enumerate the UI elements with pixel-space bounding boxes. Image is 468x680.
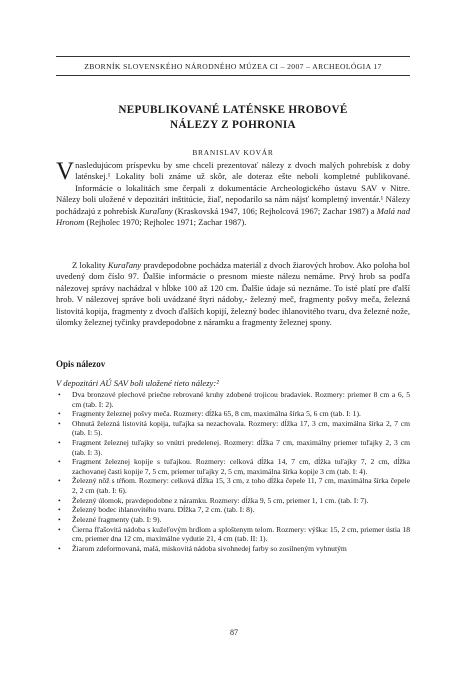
list-item: • Železný úlomok, pravdepodobne z náramku. Rozmery: dĺžka 9, 5 cm, priemer 1, 1 cm. (tab. I: 7). <box>56 496 410 506</box>
intro-paragraph <box>56 160 410 228</box>
list-item: • Železný nôž s tŕňom. Rozmery: celková dĺžka 15, 3 cm, z toho dĺžka čepele 11, 7 cm, maximálna šírka čepele 2, 2 cm (tab. I: 6). <box>56 476 410 495</box>
page-number: 87 <box>230 628 238 637</box>
list-item: • Čierna fľašovitá nádoba s kužeľovým hrdlom a sploštenym telom. Rozmery: výška: 15, 2 cm, priemer ústia 18 cm, priemer dna 12 cm, maximálne vydutie 21, 4 cm (tab. II: 1). <box>56 525 410 544</box>
list-item: • Žiarom zdeformovaná, malá, miskovitá nádoba sivohnedej farby so zosilneným vyhnutým <box>56 544 410 554</box>
list-item: • Železné fragmenty (tab. I: 9). <box>56 515 410 525</box>
title-line-1: NEPUBLIKOVANÉ LATÉNSKE HROBOVÉ <box>118 104 348 116</box>
site-name: Kuraľany <box>107 260 142 270</box>
text-run: nasledujúcom príspevku by sme chceli prezentovať nálezy z dvoch malých pohrebísk z doby laténskej.¹ Lokality boli známe už skôr, ale doteraz ešte neboli kompletné publikované. Informácie o lokalitách sme čerpali z dokumentácie Archeologického ústavu SAV v Nitre. Nálezy boli uložené v depozitári inštitúcie, žiaľ, nepodarilo sa nám nájsť kompletný inventár.¹ Nálezy pochádzajú z pohrebísk <box>56 160 410 216</box>
list-item: • Ohnutá železná listovitá kopija, tuľajka sa nezachovala. Rozmery: dĺžka 17, 3 cm, maximálna šírka 2, 7 cm (tab. I: 5). <box>56 419 410 438</box>
article-title <box>56 103 410 133</box>
list-item: • Železný bodec ihlanovitého tvaru. Dĺžka 7, 2 cm. (tab. I: 8). <box>56 505 410 515</box>
site-name: Kuraľany <box>139 205 173 216</box>
drop-cap: V <box>56 158 75 185</box>
text-run: (Kraskovská 1947, 106; Rejholcová 1967; Zachar 1987) a <box>172 205 377 216</box>
journal-header: ZBORNÍK SLOVENSKÉHO NÁRODNÉHO MÚZEA CI – 2007 – ARCHEOLÓGIA 17 <box>56 56 410 76</box>
list-heading: V depozitári AÚ SAV boli uložené tieto nálezy:² <box>56 378 219 388</box>
title-line-2: NÁLEZY Z POHRONIA <box>170 119 296 131</box>
list-item: • Fragment železnej tuľajky so vnútri predelenej. Rozmery: dĺžka 7 cm, maximálny priemer tuľajky 2, 3 cm (tab. I: 3). <box>56 438 410 457</box>
finds-list <box>56 390 410 554</box>
section-heading: Opis nálezov <box>56 359 106 369</box>
text-run: Z lokality <box>72 260 108 270</box>
text-run: pravdepodobne pochádza materiál z dvoch žiarových hrobov. Ako poloha bol uvedený dom číslo 97. Ďalšie informácie o presnom mieste nálezu nemáme. Prvý hrob sa podľa nálezovej správy nachádzal v hĺbke 100 až 120 cm. Ďalšie údaje sú neznáme. To isté platí pre ďalší hrob. V nálezovej správe boli uvádzané štyri nádoby,- železný meč, fragmenty pošvy meča, železná listovitá kopija, fragmenty z dvoch ďalších kopijí, železný bodec ihlanovitého tvaru, dva železné nože, úlomky železnej tyčinky pravdepodobne z náramku a fragmenty železnej spony. <box>56 260 410 328</box>
list-item: • Fragment železnej kopije s tuľajkou. Rozmery: celková dĺžka 14, 7 cm, dĺžka tuľajky 7, 2 cm, dĺžka zachovanej časti kopije 7, 5 cm, priemer tuľajky 2, 5 cm, maximálna šírka kopije 3 cm (tab. I: 4). <box>56 457 410 476</box>
list-item: • Dva bronzové plechové priečne rebrované kruhy zdobené trojicou bradaviek. Rozmery: priemer 8 cm a 6, 5 cm (tab. I: 2). <box>56 390 410 409</box>
site-name: Malá nad Hronom <box>56 205 410 228</box>
text-run: (Rejholec 1970; Rejholec 1971; Zachar 1987). <box>84 217 247 228</box>
list-item: • Fragmenty železnej pošvy meča. Rozmery: dĺžka 65, 8 cm, maximálna šírka 5, 6 cm (tab. I: 1). <box>56 409 410 419</box>
second-paragraph <box>56 260 410 328</box>
author-name: BRANISLAV KOVÁR <box>192 148 274 157</box>
